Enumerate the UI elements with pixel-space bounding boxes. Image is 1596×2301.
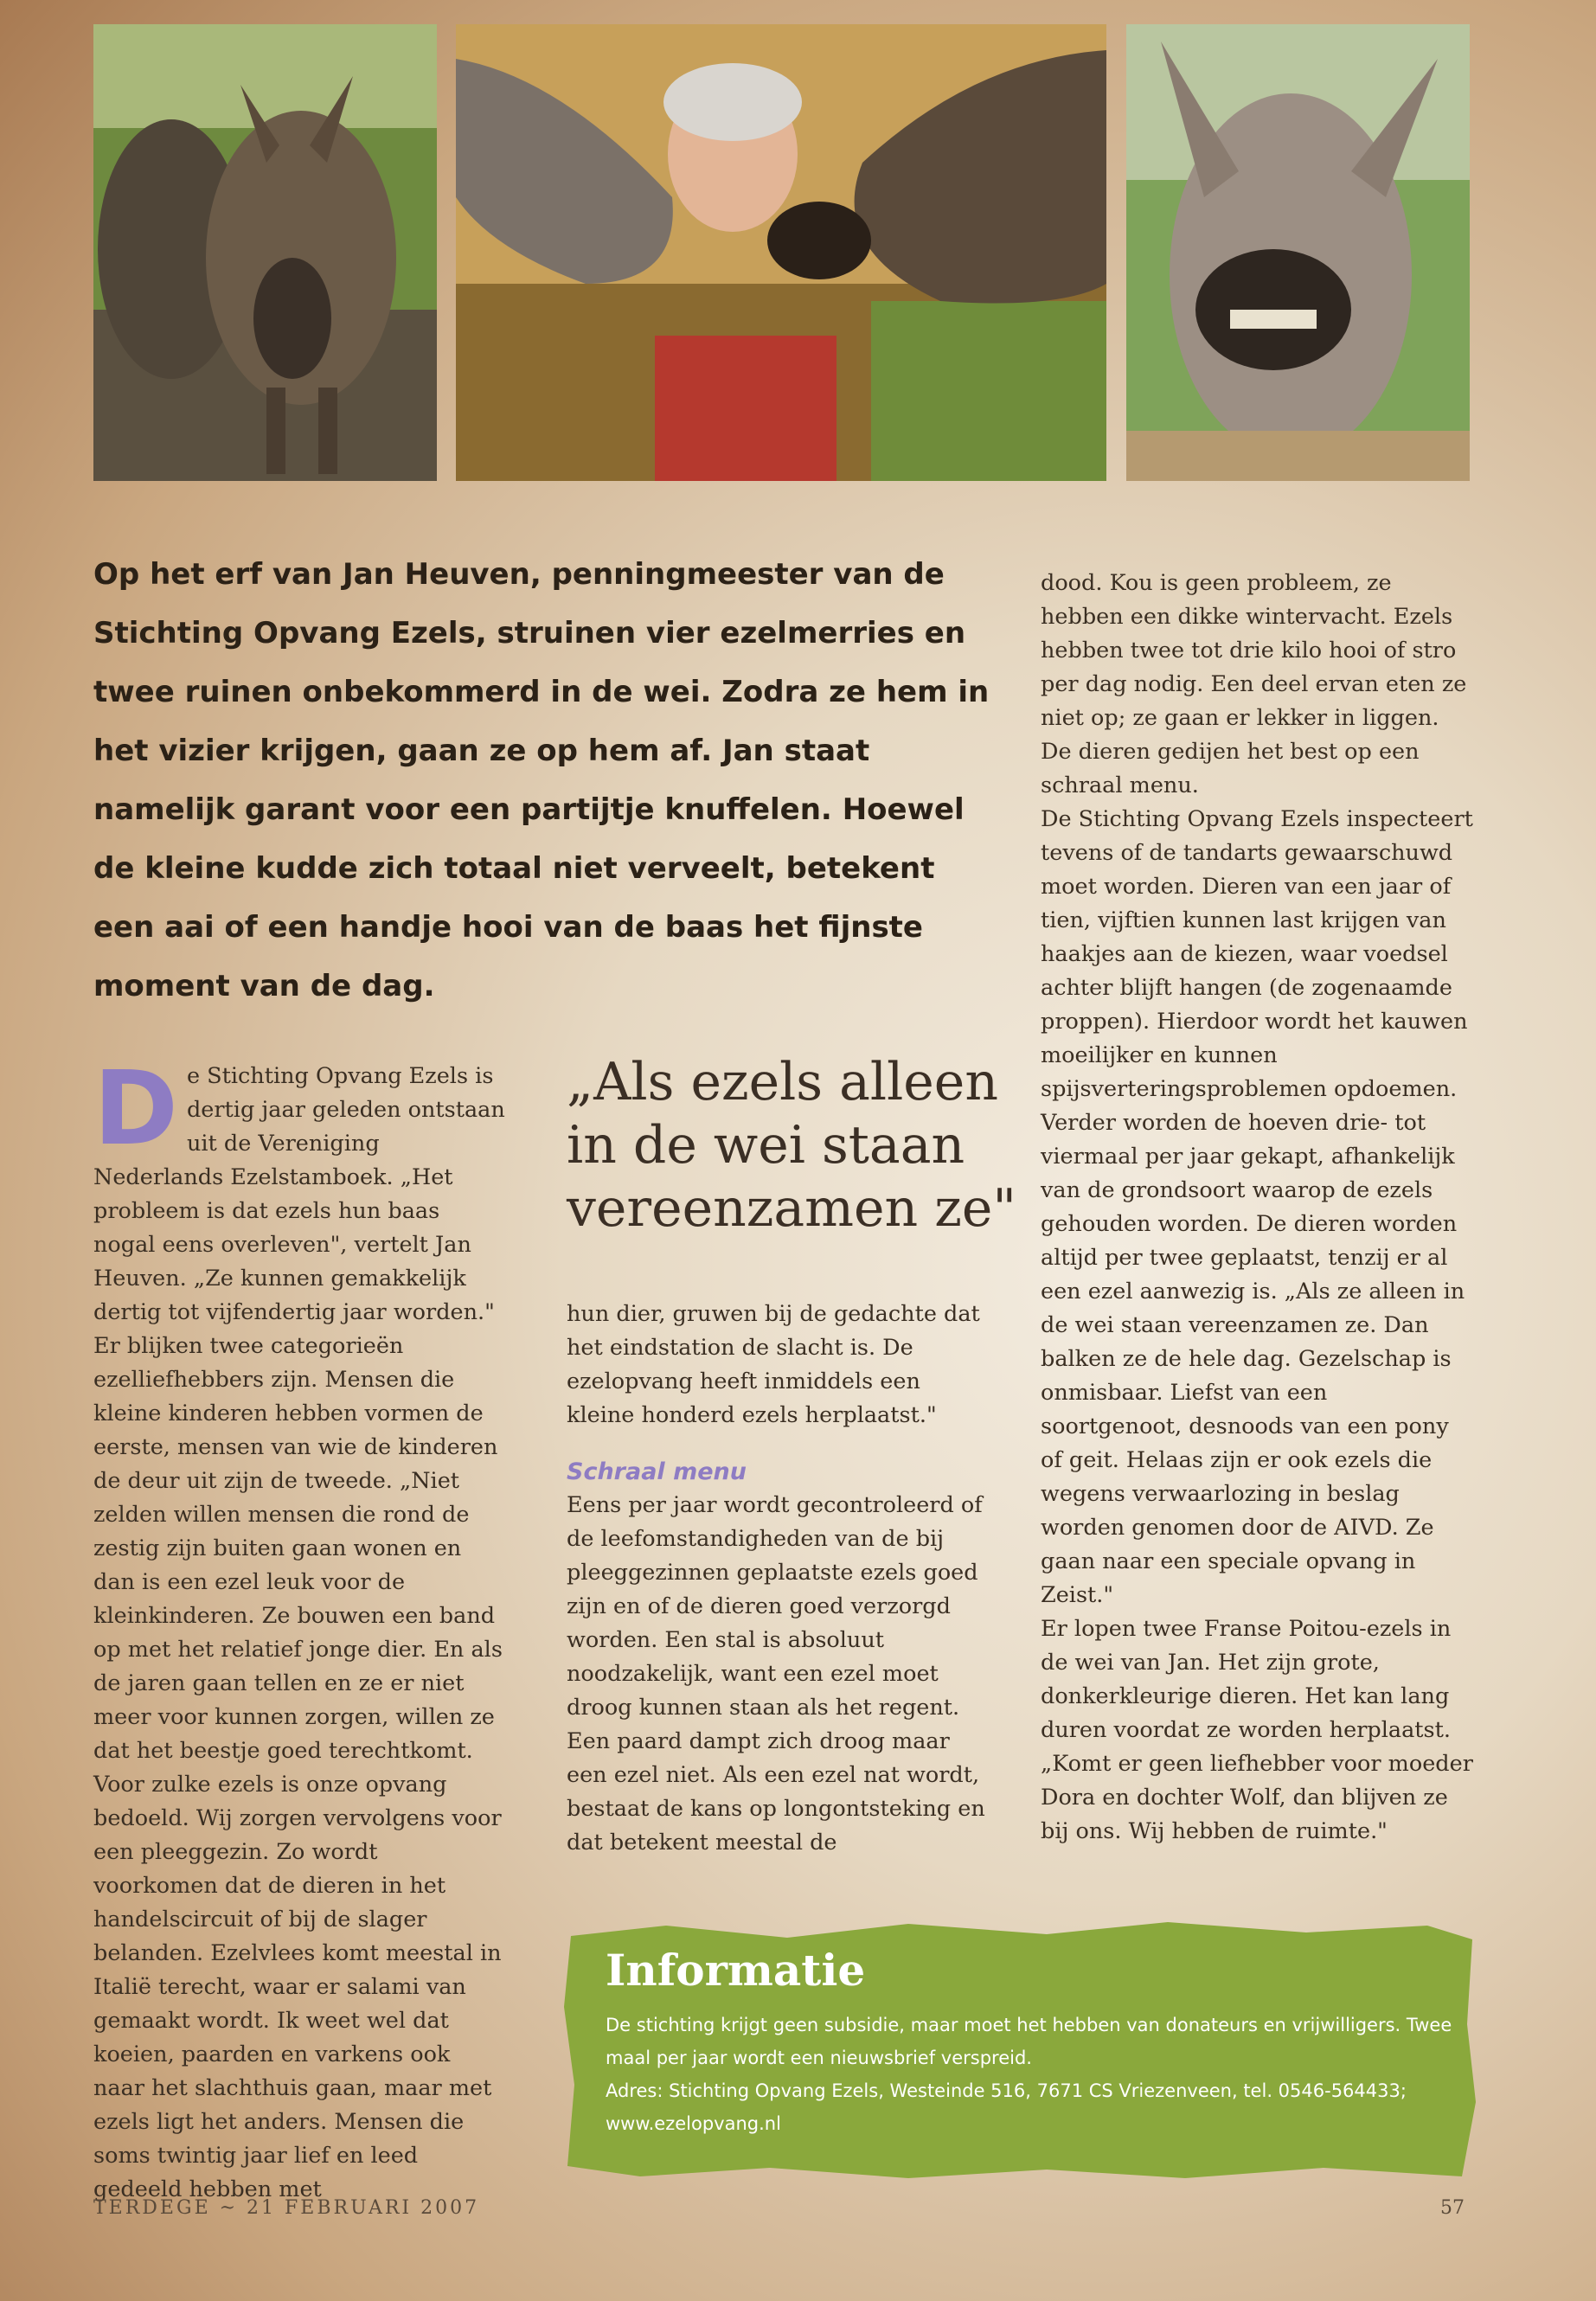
- pull-quote-line-1: „Als ezels alleen: [567, 1052, 998, 1112]
- article-column-1: [93, 1048, 507, 2207]
- drop-cap: D: [93, 1048, 178, 1168]
- info-content: [606, 1945, 1453, 2140]
- photo-grinning-donkey: [1126, 24, 1470, 481]
- column2-paragraph-2: Eens per jaar wordt gecontroleerd of de leefomstandigheden van de bij pleeggezinnen geplaatste ezels goed zijn en of de dieren goed verzorgd worden. Een stal is absoluut noodzakelijk, want een ezel moet droog kunnen staan als het regent. Een paard dampt zich droog maar een ezel niet. Als een ezel nat wordt, bestaat de kans op longontsteking en dat betekent meestal de: [567, 1492, 985, 1856]
- column3-paragraph-1: dood. Kou is geen probleem, ze hebben een dikke wintervacht. Ezels hebben twee tot drie kilo hooi of stro per dag nodig. Een deel ervan eten ze niet op; ze gaan er lekker in liggen. De dieren gedijen het best op een schraal menu.: [1041, 570, 1467, 798]
- photo-man-with-donkeys: [456, 24, 1106, 481]
- info-box: [562, 1920, 1479, 2180]
- footer-publication: TERDEGE ~ 21 FEBRUARI 2007: [93, 2197, 480, 2219]
- photo-donkeys-herd: [93, 24, 437, 481]
- lead-paragraph: Op het erf van Jan Heuven, penningmeester van de Stichting Opvang Ezels, struinen vier ezelmerries en twee ruinen onbekommerd in de wei. Zodra ze hem in het vizier krijgen, gaan ze op hem af. Jan staat namelijk garant voor een partijtje knuffelen. Hoewel de kleine kudde zich totaal niet verveelt, betekent een aai of een handje hooi van de baas het fijnste moment van de dag.: [93, 557, 990, 1003]
- subheading-schraal-menu: Schraal menu: [567, 1458, 747, 1485]
- pull-quote-line-2: in de wei staan: [567, 1115, 965, 1176]
- column3-paragraph-2: De Stichting Opvang Ezels inspecteert tevens of de tandarts gewaarschuwd moet worden. Dieren van een jaar of tien, vijftien kunnen last krijgen van haakjes aan de kiezen, waar voedsel achter blijft hangen (de zogenaamde proppen). Hierdoor wordt het kauwen moeilijker en kunnen spijsverteringsproblemen opdoemen. Verder worden de hoeven drie- tot viermaal per jaar gekapt, afhankelijk van de grondsoort waarop de ezels gehouden worden. De dieren worden altijd per twee geplaatst, tenzij er al een ezel aanwezig is. „Als ze alleen in de wei staan vereenzamen ze. Dan balken ze de hele dag. Gezelschap is onmisbaar. Liefst van een soortgenoot, desnoods van een pony of geit. Helaas zijn er ook ezels die wegens verwaarlozing in beslag worden genomen door de AIVD. Ze gaan naar een speciale opvang in Zeist.": [1041, 806, 1473, 1608]
- info-text-2: Adres: Stichting Opvang Ezels, Westeinde 516, 7671 CS Vriezenveen, tel. 0546-564433; www.ezelopvang.nl: [606, 2080, 1407, 2134]
- pull-quote-line-3: vereenzamen ze": [567, 1178, 1016, 1239]
- article-column-2: [567, 1298, 990, 1860]
- column1-paragraph-1: e Stichting Opvang Ezels is dertig jaar geleden ontstaan uit de Vereniging Nederlands Ezelstamboek. „Het probleem is dat ezels hun baas nogal eens overleven", vertelt Jan Heuven. „Ze kunnen gemakkelijk dertig tot vijfendertig jaar worden.": [93, 1063, 505, 1325]
- pull-quote: [567, 1051, 1016, 1240]
- column2-paragraph-1: hun dier, gruwen bij de gedachte dat het eindstation de slacht is. De ezelopvang heeft inmiddels een kleine honderd ezels herplaatst.": [567, 1301, 980, 1428]
- info-text-1: De stichting krijgt geen subsidie, maar moet het hebben van donateurs en vrijwilligers. Twee maal per jaar wordt een nieuwsbrief verspreid.: [606, 2015, 1452, 2068]
- column1-paragraph-2: Er blijken twee categorieën ezelliefhebbers zijn. Mensen die kleine kinderen hebben vormen de eerste, mensen van wie de kinderen de deur uit zijn de tweede. „Niet zelden willen mensen die rond de zestig zijn buiten gaan wonen en dan is een ezel leuk voor de kleinkinderen. Ze bouwen een band op met het relatief jonge dier. En als de jaren gaan tellen en ze er niet meer voor kunnen zorgen, willen ze dat het beestje goed terechtkomt. Voor zulke ezels is onze opvang bedoeld. Wij zorgen vervolgens voor een pleeggezin. Zo wordt voorkomen dat de dieren in het handelscircuit of bij de slager belanden. Ezelvlees komt meestal in Italië terecht, waar er salami van gemaakt wordt. Ik weet wel dat koeien, paarden en varkens ook naar het slachthuis gaan, maar met ezels ligt het anders. Mensen die soms twintig jaar lief en leed gedeeld hebben met: [93, 1333, 503, 2202]
- page-number: 57: [1440, 2197, 1465, 2219]
- info-title: Informatie: [606, 1945, 866, 1996]
- article-column-3: [1041, 567, 1473, 1849]
- column3-paragraph-3: Er lopen twee Franse Poitou-ezels in de wei van Jan. Het zijn grote, donkerkleurige dieren. Het kan lang duren voordat ze worden herplaatst. „Komt er geen liefhebber voor moeder Dora en dochter Wolf, dan blijven ze bij ons. Wij hebben de ruimte.": [1041, 1616, 1473, 1844]
